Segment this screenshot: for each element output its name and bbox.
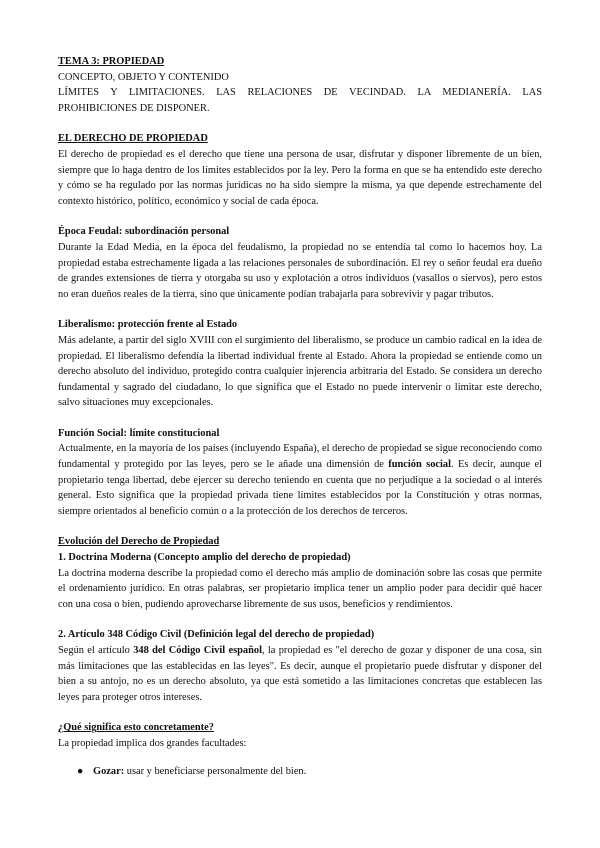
section-body-feudal: Durante la Edad Media, en la época del feudalismo, la propiedad no se entendía tal como lo hacemos hoy. La propiedad estaba estrechamente ligada a las relaciones personales de subordinación. El rey o señor feudal era dueño de grandes extensiones de tierra y otorgaba su uso y explotación a otros individuos (vasallos o siervos), pero estos no eran dueños reales de la tierra, sino que únicamente podían trabajarla para sobrevivir y pagar tributos. xyxy=(58,241,542,300)
item2-text-bold: 348 del Código Civil español xyxy=(133,645,262,656)
social-text-before: Actualmente, en la mayoría de los países (incluyendo España), el derecho de propiedad se sigue reconociendo como fundamental y protegido por las leyes, pero se le añade una dimensión de xyxy=(58,443,542,471)
evolucion-item1-heading: 1. Doctrina Moderna (Concepto amplio del derecho de propiedad) xyxy=(58,552,351,564)
section-heading-social: Función Social: límite constitucional xyxy=(58,427,220,439)
item2-text-after: , la propiedad es "el derecho de gozar y disponer de una cosa, sin más limitaciones que las establecidas en las leyes". Es decir, aunque el propietario puede disfrutar y disponer del bien a su antojo, no es un derecho absoluto, ya que está sometido a las limitaciones concretas que establecen las leyes para proteger otros intereses. xyxy=(58,645,542,703)
section-body-derecho: El derecho de propiedad es el derecho que tiene una persona de usar, disfrutar y disponer libremente de un bien, siempre que lo haga dentro de los límites establecidos por la ley. Pero la forma en que se ha entendido este derecho y cómo se ha regulado por las normas jurídicas no ha sido siempre la misma, ya que depende estrechamente del contexto histórico, político, económico y social de cada época. xyxy=(58,148,542,207)
social-text-after: . Es decir, aunque el propietario tenga libertad, debe ejercer su derecho teniendo en cuenta que no perjudique a la sociedad o al interés general. Esto significa que la propiedad privada tiene límites establecidos por la Constitución y otras normas, siempre orientados al beneficio común o a la protección de los derechos de terceros. xyxy=(58,459,542,517)
concreto-intro: La propiedad implica dos grandes facultades: xyxy=(58,737,247,749)
facultades-list xyxy=(58,764,542,780)
evolucion-item1-body: La doctrina moderna describe la propiedad como el derecho más amplio de dominación sobre las cosas que permite el ordenamiento jurídico. En otras palabras, ser propietario implica tener un amplio poder para decidir qué hacer con una cosa o bien, pudiendo aprovecharse libremente de sus usos, beneficios y rendimientos. xyxy=(58,567,542,610)
section-heading-liberalismo: Liberalismo: protección frente al Estado xyxy=(58,319,238,331)
section-heading-derecho: EL DERECHO DE PROPIEDAD xyxy=(58,133,208,145)
bullet-dot-icon: ● xyxy=(77,765,84,777)
bullet-text: usar y beneficiarse personalmente del bien. xyxy=(124,765,307,777)
section-body-social xyxy=(58,441,542,519)
section-body-liberalismo: Más adelante, a partir del siglo XVIII con el surgimiento del liberalismo, se produce un cambio radical en la idea de propiedad. El liberalismo defendía la libertad individual frente al Estado. Ahora la propiedad se entiende como un derecho absoluto del individuo, protegido contra cualquier injerencia arbitraria del Estado. Se considera un derecho fundamental y sagrado del ciudadano, lo que significa que el Estado no puede intervenir o limitar este derecho, salvo situaciones muy excepcionales. xyxy=(58,334,542,409)
doc-subtitle-limites: LÍMITES Y LIMITACIONES. LAS RELACIONES DE VECINDAD. LA MEDIANERÍA. LAS PROHIBICIONES DE DISPONER. xyxy=(58,87,542,114)
section-heading-evolucion: Evolución del Derecho de Propiedad xyxy=(58,536,220,548)
bullet-label: Gozar: xyxy=(93,765,125,777)
evolucion-item2-body xyxy=(58,643,542,705)
document-page xyxy=(58,54,542,779)
social-text-bold: función social xyxy=(388,459,451,471)
doc-title: TEMA 3: PROPIEDAD xyxy=(58,56,165,67)
item2-text-before: Según el artículo xyxy=(58,645,134,656)
doc-subtitle-concepto: CONCEPTO, OBJETO Y CONTENIDO xyxy=(58,71,229,83)
evolucion-item2-heading: 2. Artículo 348 Código Civil (Definición legal del derecho de propiedad) xyxy=(58,629,375,641)
section-heading-feudal: Época Feudal: subordinación personal xyxy=(58,226,230,238)
section-heading-concreto: ¿Qué significa esto concretamente? xyxy=(58,722,214,734)
list-item xyxy=(58,764,542,780)
